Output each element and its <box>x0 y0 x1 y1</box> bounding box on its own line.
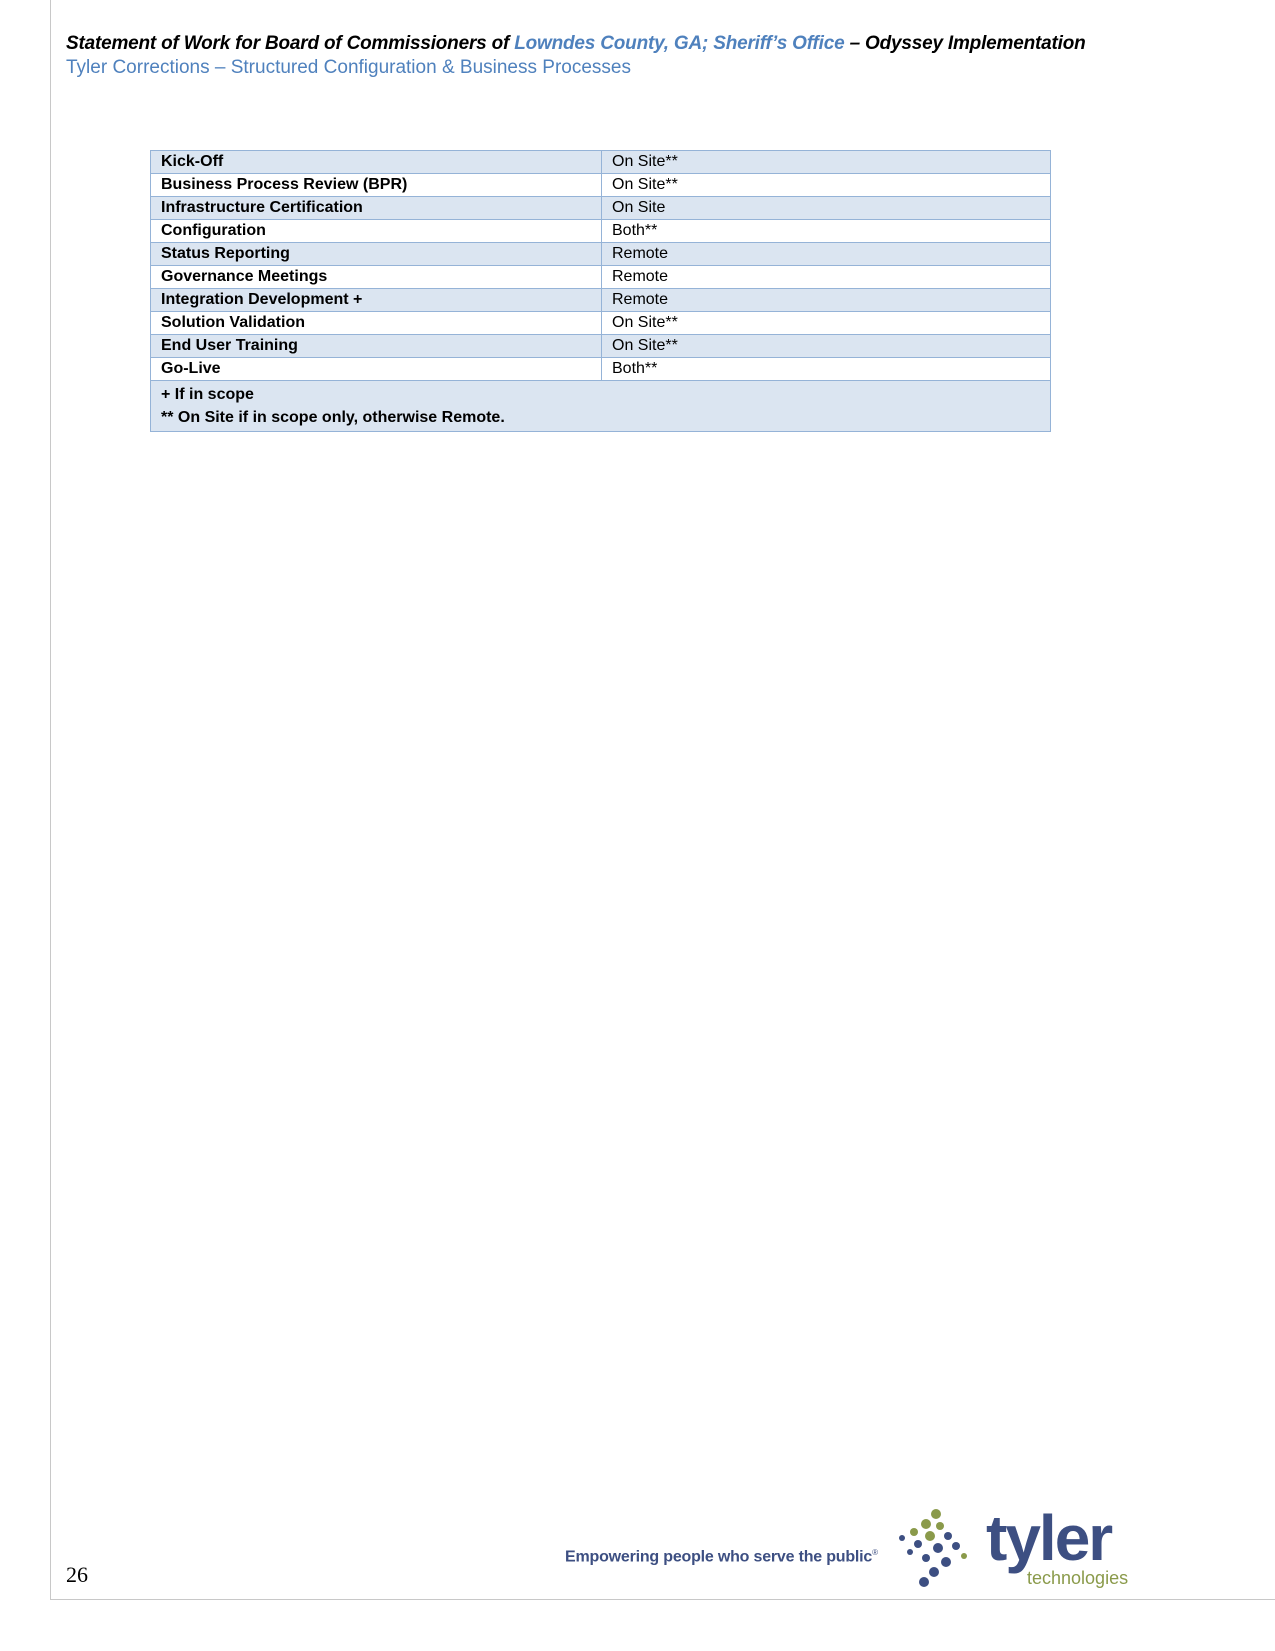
table-row <box>151 243 1051 266</box>
activity-cell: Status Reporting <box>151 243 602 266</box>
tagline-text: Empowering people who serve the public <box>565 1548 873 1566</box>
location-cell: On Site <box>602 197 1051 220</box>
location-cell: Remote <box>602 266 1051 289</box>
footer-tagline <box>565 1548 878 1566</box>
location-cell: On Site** <box>602 151 1051 174</box>
table-row <box>151 289 1051 312</box>
table-row <box>151 174 1051 197</box>
activity-cell: Business Process Review (BPR) <box>151 174 602 197</box>
registered-mark: ® <box>872 1548 878 1557</box>
table-row <box>151 266 1051 289</box>
activity-cell: Integration Development + <box>151 289 602 312</box>
location-cell: On Site** <box>602 335 1051 358</box>
page-border-bottom <box>50 1599 1275 1600</box>
table-row <box>151 197 1051 220</box>
schedule-table <box>150 150 1051 432</box>
activity-cell: Solution Validation <box>151 312 602 335</box>
table-row <box>151 335 1051 358</box>
table-notes-row <box>151 381 1051 432</box>
title-client: Lowndes County, GA; Sheriff’s Office <box>514 33 845 54</box>
title-prefix: Statement of Work for Board of Commissioners of <box>66 33 515 54</box>
table-row <box>151 151 1051 174</box>
page-number: 26 <box>66 1562 88 1587</box>
location-cell: Both** <box>602 358 1051 381</box>
tyler-logo-wordmark: tyler <box>986 1502 1112 1574</box>
activity-cell: Configuration <box>151 220 602 243</box>
table-row <box>151 358 1051 381</box>
onsite-note: ** On Site if in scope only, otherwise Remote. <box>161 409 505 426</box>
page-header <box>66 32 1216 80</box>
activity-cell: End User Training <box>151 335 602 358</box>
location-cell: Remote <box>602 243 1051 266</box>
activity-cell: Kick-Off <box>151 151 602 174</box>
page-border-left <box>50 0 51 1600</box>
location-cell: On Site** <box>602 312 1051 335</box>
tyler-logo-subtitle: technologies <box>1027 1568 1129 1588</box>
title-suffix: – Odyssey Implementation <box>844 33 1086 54</box>
document-subtitle: Tyler Corrections – Structured Configuration & Business Processes <box>66 57 631 78</box>
activity-cell: Go-Live <box>151 358 602 381</box>
location-cell: Both** <box>602 220 1051 243</box>
tyler-logo-dots-icon <box>896 1508 976 1588</box>
document-title <box>66 32 1216 56</box>
table-row <box>151 220 1051 243</box>
location-cell: On Site** <box>602 174 1051 197</box>
location-cell: Remote <box>602 289 1051 312</box>
scope-note: + If in scope <box>161 386 254 403</box>
table-row <box>151 312 1051 335</box>
activity-cell: Infrastructure Certification <box>151 197 602 220</box>
table-notes <box>151 381 1051 432</box>
activity-cell: Governance Meetings <box>151 266 602 289</box>
